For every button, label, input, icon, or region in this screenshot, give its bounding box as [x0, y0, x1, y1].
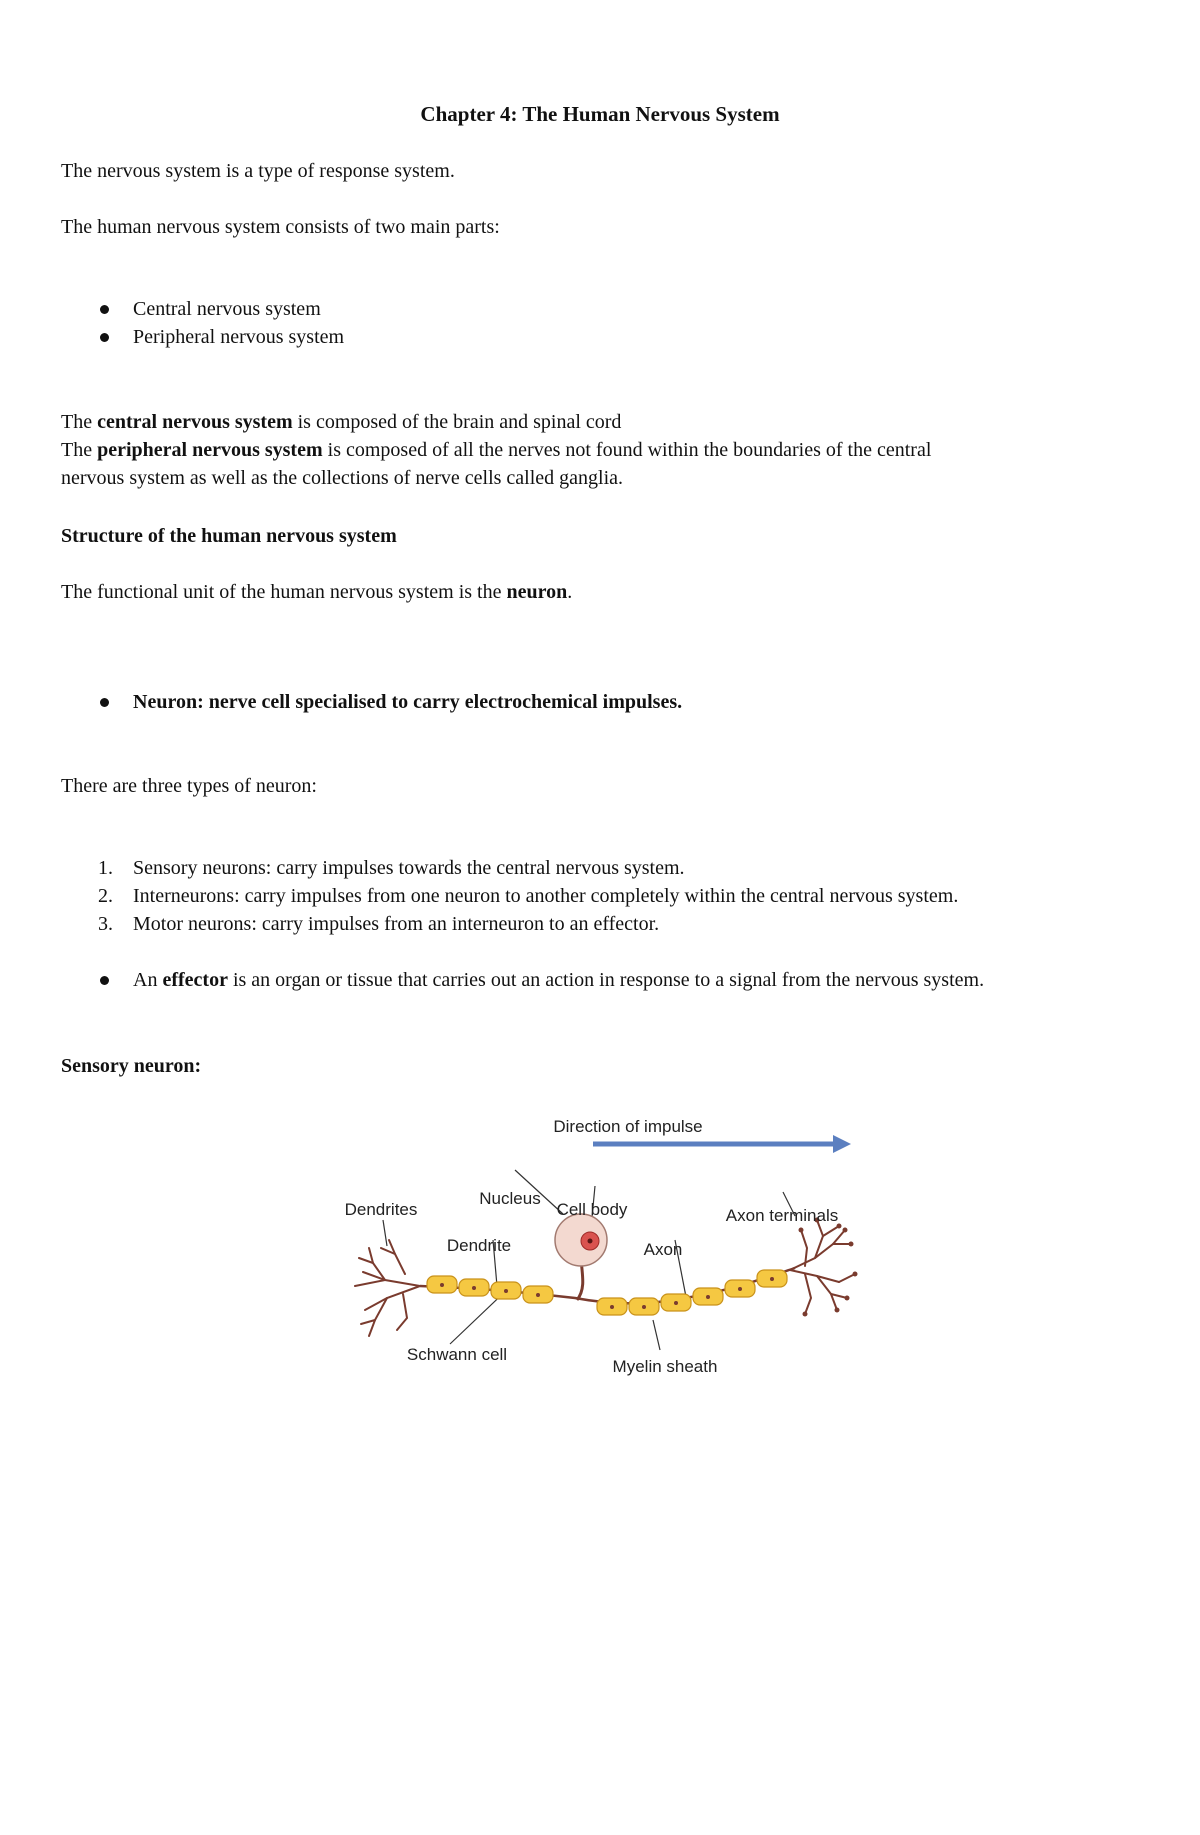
- bullet-icon: [100, 698, 109, 707]
- list-item-pns: Peripheral nervous system: [133, 326, 345, 348]
- cns-def-text: is composed of the brain and spinal cord: [292, 411, 622, 433]
- bullet-icon: [100, 305, 109, 314]
- label-axon-terminals: Axon terminals: [725, 1206, 839, 1225]
- neuron-definition: Neuron: nerve cell specialised to carry electrochemical impulses.: [133, 691, 683, 713]
- effector-definition: [133, 967, 984, 993]
- list-number: 1.: [98, 857, 113, 879]
- structure-heading: Structure of the human nervous system: [61, 525, 397, 547]
- pns-definition-line-2: nervous system as well as the collections of nerve cells called ganglia.: [61, 467, 624, 489]
- neuron-type-interneuron: Interneurons: carry impulses from one neuron to another completely within the central nervous system.: [133, 885, 959, 907]
- bullet-icon: [100, 976, 109, 985]
- list-number: 2.: [98, 885, 113, 907]
- sensory-neuron-heading: Sensory neuron:: [61, 1055, 202, 1077]
- label-direction-of-impulse: Direction of impulse: [553, 1117, 703, 1136]
- cns-def-prefix: The: [61, 411, 98, 433]
- list-item-cns: Central nervous system: [133, 298, 321, 320]
- list-number: 3.: [98, 913, 113, 935]
- nucleolus: [588, 1239, 593, 1244]
- effector-prefix: An: [133, 969, 163, 991]
- neuron-type-motor: Motor neurons: carry impulses from an interneuron to an effector.: [133, 913, 660, 935]
- bullet-icon: [100, 333, 109, 342]
- axon-terminals: [790, 1220, 855, 1314]
- label-nucleus: Nucleus: [479, 1189, 541, 1208]
- effector-text: is an organ or tissue that carries out an action in response to a signal from the nervous system.: [227, 969, 985, 991]
- label-cell-body: Cell body: [556, 1200, 628, 1219]
- neuron-types-intro: There are three types of neuron:: [61, 775, 317, 797]
- sensory-neuron-diagram: [345, 1098, 865, 1388]
- functional-unit-text: [61, 579, 572, 605]
- label-schwann-cell: Schwann cell: [406, 1345, 508, 1364]
- functional-unit-suffix: .: [567, 581, 573, 603]
- pns-definition: [61, 437, 931, 463]
- neuron-type-sensory: Sensory neurons: carry impulses towards the central nervous system.: [133, 857, 685, 879]
- cns-definition: [61, 409, 621, 435]
- cns-term: central nervous system: [97, 411, 293, 433]
- pns-term: peripheral nervous system: [97, 439, 323, 461]
- effector-term: effector: [162, 969, 228, 991]
- direction-arrow-head-icon: [833, 1135, 851, 1153]
- intro-line-1: The nervous system is a type of response system.: [61, 160, 455, 182]
- pns-def-prefix: The: [61, 439, 98, 461]
- pns-def-text: is composed of all the nerves not found within the boundaries of the central: [322, 439, 932, 461]
- label-myelin-sheath: Myelin sheath: [612, 1357, 718, 1376]
- page-title: Chapter 4: The Human Nervous System: [420, 102, 780, 126]
- label-axon: Axon: [643, 1240, 683, 1259]
- label-dendrite: Dendrite: [446, 1236, 512, 1255]
- dendrites-left: [355, 1240, 420, 1336]
- functional-unit-prefix: The functional unit of the human nervous system is the: [61, 581, 507, 603]
- neuron-term: neuron: [506, 581, 568, 603]
- intro-line-2: The human nervous system consists of two main parts:: [61, 216, 500, 238]
- myelin-sheath-segments: [427, 1270, 787, 1315]
- label-dendrites: Dendrites: [345, 1200, 418, 1219]
